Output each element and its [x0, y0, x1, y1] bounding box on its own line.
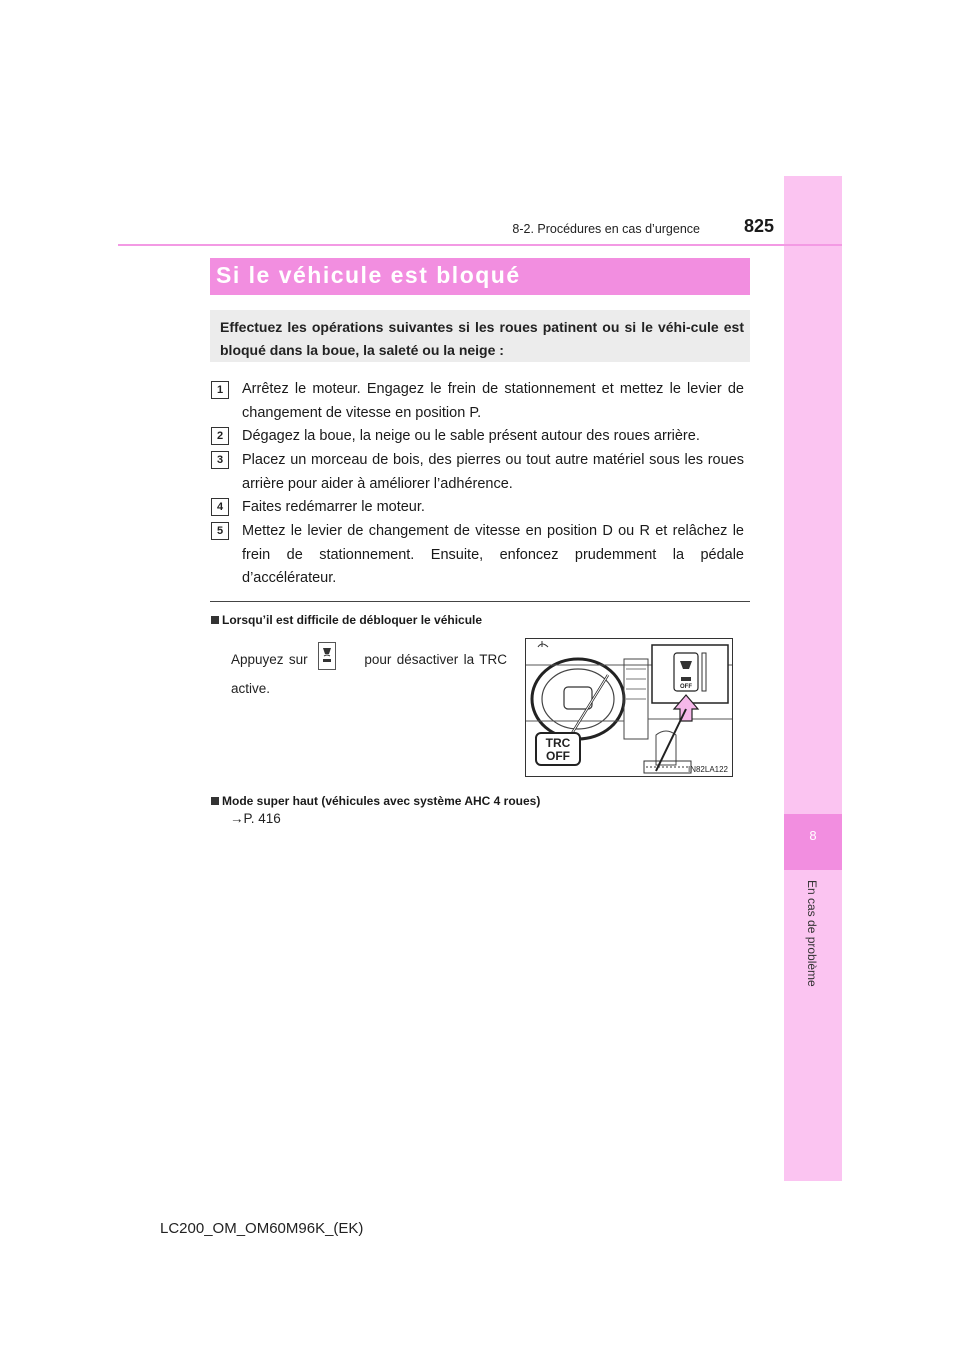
step-number-2: 2	[211, 427, 229, 445]
section-divider	[210, 601, 750, 602]
document-code: LC200_OM_OM60M96K_(EK)	[160, 1220, 364, 1237]
step-text-2: Dégagez la boue, la neige ou le sable présent autour des roues arrière.	[242, 428, 700, 444]
trc-button-label-2: OFF	[546, 749, 570, 763]
intro-text: Effectuez les opérations suivantes si les roues patinent ou si le véhi-cule est bloqué dans la boue, la saleté ou la neige :	[220, 319, 744, 358]
step-number-3: 3	[211, 451, 229, 469]
note-text-after: pour désactiver la TRC active.	[231, 652, 507, 696]
bullet-square-icon	[211, 797, 219, 805]
section-title: 8-2. Procédures en cas d’urgence	[512, 222, 700, 236]
note-heading-1: Lorsqu’il est difficile de débloquer le véhicule	[211, 613, 482, 627]
step-number-1: 1	[211, 381, 229, 399]
step-number-5: 5	[211, 522, 229, 540]
step-text-5: Mettez le levier de changement de vitesse en position D ou R et relâchez le frein de stationnement. Ensuite, enfoncez prudemment la pédale d’accélérateur.	[242, 523, 744, 586]
step-text-4: Faites redémarrer le moteur.	[242, 499, 425, 515]
step-text-1: Arrêtez le moteur. Engagez le frein de stationnement et mettez le levier de changement de vitesse en position P.	[242, 381, 744, 421]
note-text-1	[231, 645, 507, 703]
chapter-number: 8	[809, 828, 817, 843]
note-text-before: Appuyez sur	[231, 652, 308, 667]
bullet-square-icon	[211, 616, 219, 624]
header-rule	[118, 244, 842, 246]
chapter-side-tab	[784, 176, 842, 1181]
switch-off-label: OFF	[680, 684, 692, 690]
page-reference[interactable]: →P. 416	[230, 811, 281, 826]
step-text-3: Placez un morceau de bois, des pierres ou tout autre matériel sous les roues arrière pour aider à améliorer l’adhérence.	[242, 452, 744, 492]
trc-button-label-1: TRC	[545, 736, 571, 750]
chapter-title: En cas de problème	[805, 880, 819, 987]
page-number: 825	[743, 216, 774, 236]
figure-id: IN82LA122	[687, 765, 728, 774]
page-title: Si le véhicule est bloqué	[216, 262, 521, 288]
dashboard-illustration	[525, 638, 733, 777]
trc-off-switch-icon	[318, 642, 336, 670]
note-heading-2: Mode super haut (véhicules avec système AHC 4 roues)	[211, 794, 540, 808]
step-number-4: 4	[211, 498, 229, 516]
